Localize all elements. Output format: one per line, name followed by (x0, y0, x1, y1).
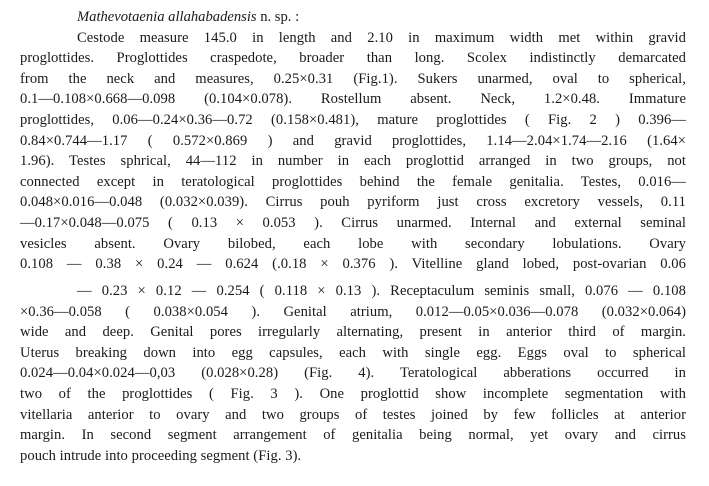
species-suffix: n. sp. : (256, 9, 300, 25)
species-name: Mathevotaenia allahabadensis (77, 9, 257, 25)
text-line: pouch intrude into proceeding segment (Fig. 3). (20, 447, 302, 464)
text-line: wide and deep. Genital pores irregularly alternating, present in anterior third of margin. (20, 324, 686, 341)
species-heading (20, 7, 686, 28)
text-line: proglottides, 0.06—0.24×0.36—0.72 (0.158×0.481), mature proglottides ( Fig. 2 ) 0.396— (20, 111, 686, 128)
text-line: vitellaria anterior to ovary and two groups of testes joined by few follicles at anterior (20, 406, 686, 423)
text-line: from the neck and measures, 0.25×0.31 (Fig.1). Sukers unarmed, oval to spherical, (20, 70, 686, 87)
paragraph-2 (20, 281, 686, 466)
text-line: 0.108 — 0.38 × 0.24 — 0.624 (.0.18 × 0.376 ). Vitelline gland lobed, post-ovarian 0.06 (20, 256, 686, 273)
text-line: Uterus breaking down into egg capsules, each with single egg. Eggs oval to spherical (20, 344, 686, 361)
text-line: 0.84×0.744—1.17 ( 0.572×0.869 ) and gravid proglottides, 1.14—2.04×1.74—2.16 (1.64× (20, 132, 686, 149)
text-line: 1.96). Testes sphrical, 44—112 in number in each proglottid arranged in two groups, not (20, 153, 686, 170)
text-line: ×0.36—0.058 ( 0.038×0.054 ). Genital atrium, 0.012—0.05×0.036—0.078 (0.032×0.064) (20, 303, 686, 320)
text-line: —0.17×0.048—0.075 ( 0.13 × 0.053 ). Cirrus unarmed. Internal and external seminal (20, 214, 686, 231)
text-line: connected except in teratological proglottides behind the female genitalia. Testes, 0.016— (20, 173, 686, 190)
text-line: 0.1—0.108×0.668—0.098 (0.104×0.078). Rostellum absent. Neck, 1.2×0.48. Immature (20, 91, 686, 108)
text-line: two of the proglottides ( Fig. 3 ). One proglottid show incomplete segmentation with (20, 385, 686, 402)
text-line: 0.024—0.04×0.024—0,03 (0.028×0.28) (Fig. 4). Teratological abberations occurred in (20, 365, 686, 382)
text-line: proglottides. Proglottides craspedote, broader than long. Scolex indistinctly demarcated (20, 50, 686, 67)
text-line: — 0.23 × 0.12 — 0.254 ( 0.118 × 0.13 ). Receptaculum seminis small, 0.076 — 0.108 (77, 283, 686, 299)
text-line: Cestode measure 145.0 in length and 2.10 in maximum width met within gravid (77, 29, 686, 46)
text-line: 0.048×0.016—0.048 (0.032×0.039). Cirrus pouh pyriform just cross excretory vessels, 0.11 (20, 194, 686, 211)
text-line: vesicles absent. Ovary bilobed, each lobe with secondary lobulations. Ovary (20, 235, 686, 252)
paragraph-1 (20, 7, 686, 275)
text-line: margin. In second segment arrangement of genitalia being normal, yet ovary and cirrus (20, 427, 686, 444)
